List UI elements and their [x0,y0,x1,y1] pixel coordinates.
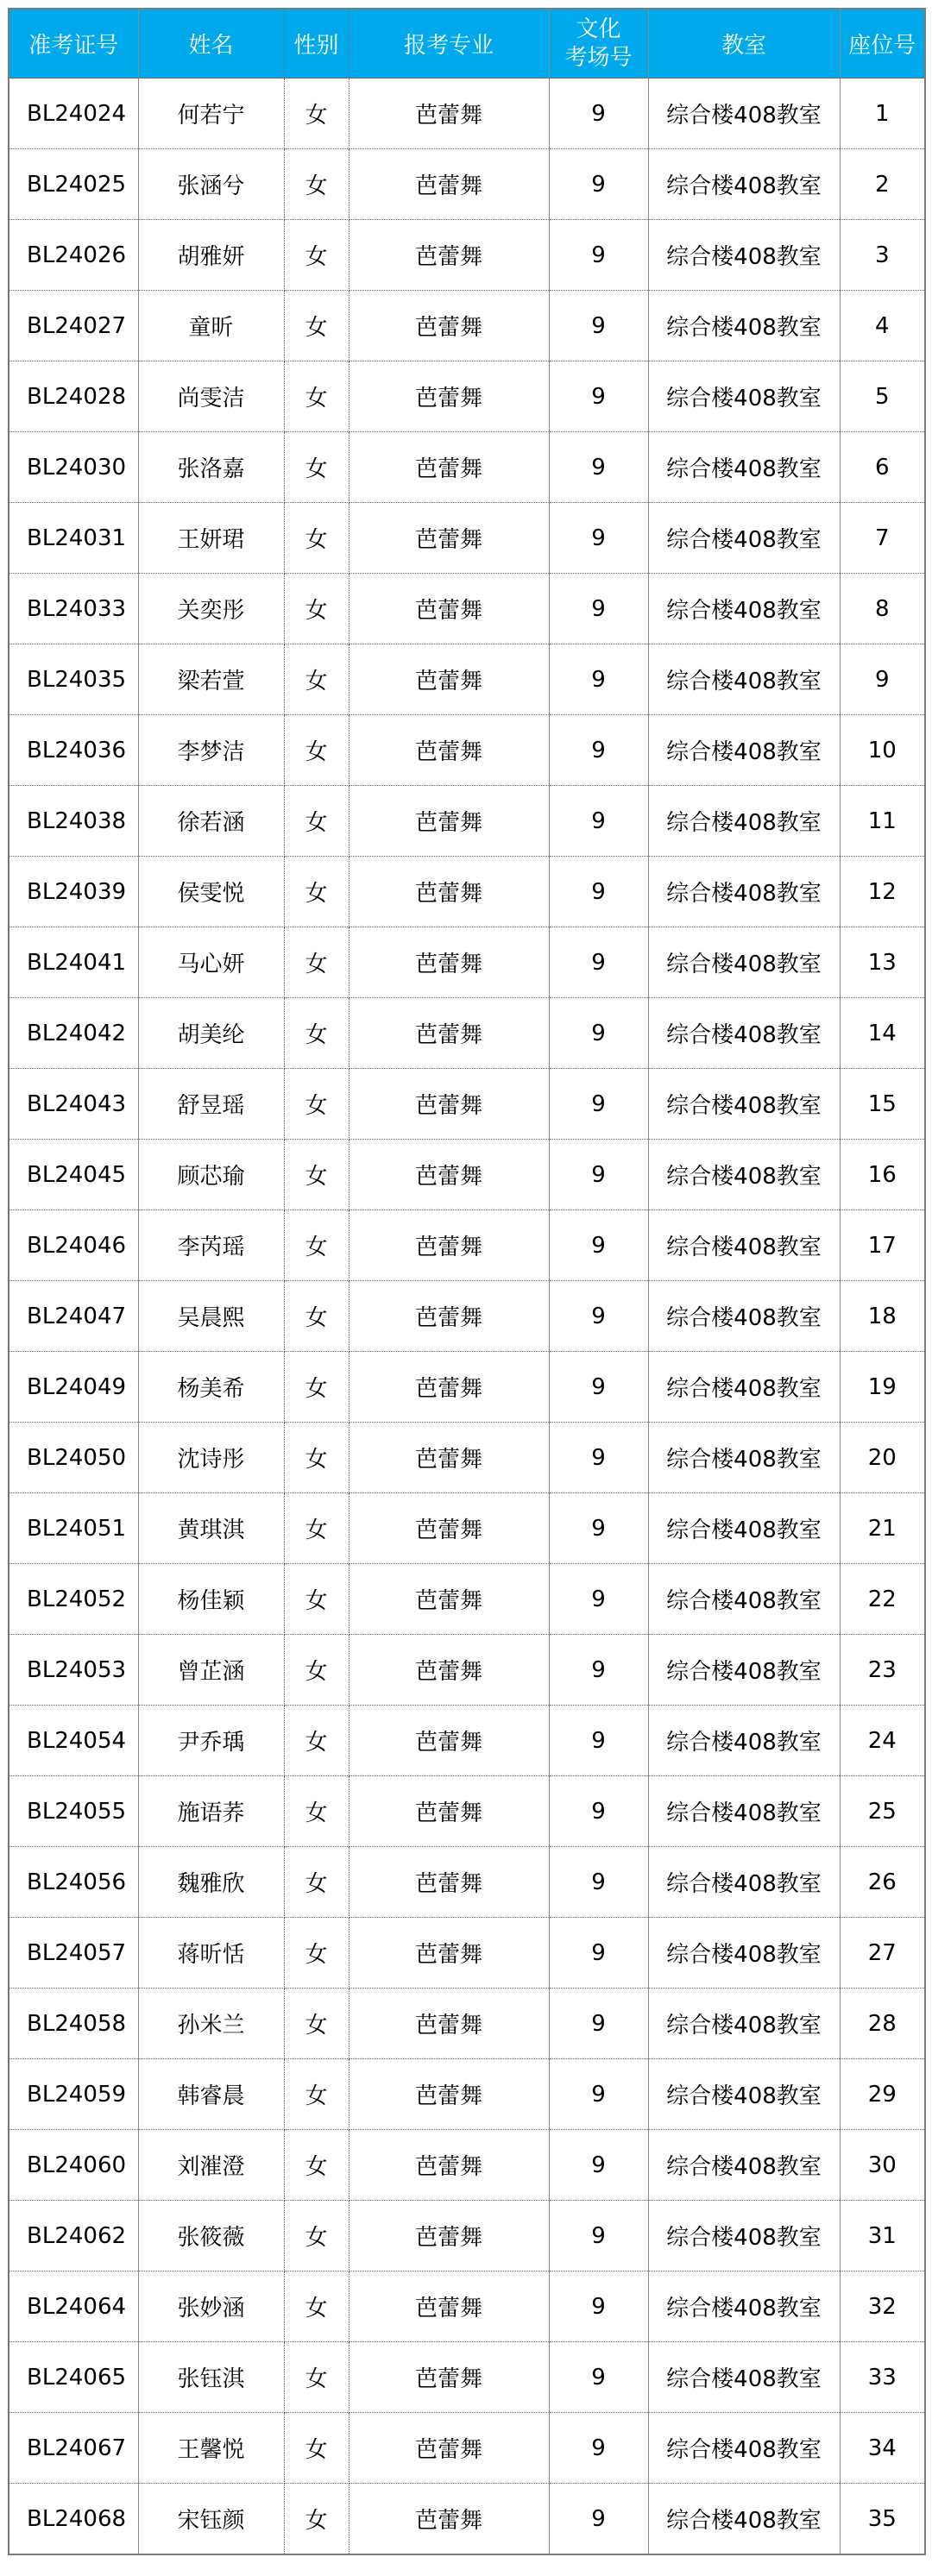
cell-exam-room: 9 [549,220,648,291]
cell-gender: 女 [284,2342,349,2413]
cell-name: 何若宁 [138,79,284,149]
cell-exam-id: BL24039 [9,857,138,927]
cell-classroom: 综合楼408教室 [648,1210,840,1281]
cell-major: 芭蕾舞 [349,1847,549,1918]
cell-exam-id: BL24031 [9,503,138,574]
cell-exam-room: 9 [549,1706,648,1776]
cell-major: 芭蕾舞 [349,2059,549,2130]
header-culture-exam-room-line2: 考场号 [564,44,633,71]
cell-name: 黄琪淇 [138,1493,284,1564]
table-row [9,2271,925,2342]
cell-gender: 女 [284,927,349,998]
table-body [9,79,925,2555]
header-exam-id: 准考证号 [9,9,138,79]
cell-exam-id: BL24046 [9,1210,138,1281]
cell-exam-room: 9 [549,1918,648,1989]
cell-exam-id: BL24055 [9,1776,138,1847]
cell-classroom: 综合楼408教室 [648,1635,840,1706]
cell-major: 芭蕾舞 [349,2271,549,2342]
cell-gender: 女 [284,1564,349,1635]
cell-exam-id: BL24027 [9,291,138,361]
cell-exam-room: 9 [549,291,648,361]
table-row [9,1989,925,2059]
cell-seat-number: 32 [840,2271,925,2342]
cell-major: 芭蕾舞 [349,79,549,149]
cell-seat-number: 6 [840,432,925,503]
cell-exam-room: 9 [549,1635,648,1706]
cell-exam-room: 9 [549,1564,648,1635]
cell-classroom: 综合楼408教室 [648,79,840,149]
table-row [9,291,925,361]
cell-gender: 女 [284,1493,349,1564]
cell-classroom: 综合楼408教室 [648,574,840,644]
cell-seat-number: 30 [840,2130,925,2201]
cell-gender: 女 [284,2413,349,2484]
cell-seat-number: 8 [840,574,925,644]
cell-seat-number: 15 [840,1069,925,1140]
cell-gender: 女 [284,2484,349,2555]
table-row [9,998,925,1069]
cell-exam-room: 9 [549,2130,648,2201]
cell-gender: 女 [284,361,349,432]
cell-major: 芭蕾舞 [349,715,549,786]
cell-major: 芭蕾舞 [349,1493,549,1564]
cell-exam-room: 9 [549,2201,648,2271]
table-row [9,786,925,857]
cell-exam-id: BL24025 [9,149,138,220]
cell-exam-id: BL24056 [9,1847,138,1918]
cell-major: 芭蕾舞 [349,432,549,503]
cell-name: 尹乔瑀 [138,1706,284,1776]
cell-seat-number: 21 [840,1493,925,1564]
cell-exam-room: 9 [549,2059,648,2130]
cell-exam-room: 9 [549,2413,648,2484]
cell-gender: 女 [284,79,349,149]
cell-seat-number: 1 [840,79,925,149]
cell-name: 张涵兮 [138,149,284,220]
cell-exam-room: 9 [549,432,648,503]
cell-major: 芭蕾舞 [349,574,549,644]
cell-major: 芭蕾舞 [349,927,549,998]
cell-gender: 女 [284,574,349,644]
cell-exam-room: 9 [549,715,648,786]
table-row [9,1493,925,1564]
cell-seat-number: 5 [840,361,925,432]
table-row [9,2059,925,2130]
cell-classroom: 综合楼408教室 [648,149,840,220]
cell-exam-id: BL24050 [9,1423,138,1493]
cell-classroom: 综合楼408教室 [648,2059,840,2130]
cell-gender: 女 [284,998,349,1069]
cell-exam-id: BL24065 [9,2342,138,2413]
cell-seat-number: 12 [840,857,925,927]
cell-major: 芭蕾舞 [349,361,549,432]
cell-seat-number: 24 [840,1706,925,1776]
cell-major: 芭蕾舞 [349,149,549,220]
cell-classroom: 综合楼408教室 [648,1706,840,1776]
cell-gender: 女 [284,503,349,574]
cell-exam-id: BL24028 [9,361,138,432]
cell-exam-id: BL24035 [9,644,138,715]
cell-major: 芭蕾舞 [349,291,549,361]
cell-classroom: 综合楼408教室 [648,220,840,291]
cell-exam-id: BL24043 [9,1069,138,1140]
cell-seat-number: 33 [840,2342,925,2413]
cell-gender: 女 [284,1776,349,1847]
cell-classroom: 综合楼408教室 [648,1776,840,1847]
table-row [9,1423,925,1493]
cell-classroom: 综合楼408教室 [648,1847,840,1918]
cell-major: 芭蕾舞 [349,998,549,1069]
cell-exam-room: 9 [549,2342,648,2413]
cell-name: 胡雅妍 [138,220,284,291]
cell-exam-room: 9 [549,1281,648,1352]
cell-classroom: 综合楼408教室 [648,644,840,715]
table-row [9,2413,925,2484]
cell-major: 芭蕾舞 [349,1989,549,2059]
cell-exam-room: 9 [549,79,648,149]
table-row [9,2342,925,2413]
table-row [9,1918,925,1989]
cell-name: 沈诗彤 [138,1423,284,1493]
table-row [9,1210,925,1281]
cell-gender: 女 [284,1635,349,1706]
cell-gender: 女 [284,857,349,927]
cell-name: 吴晨熙 [138,1281,284,1352]
cell-exam-id: BL24058 [9,1989,138,2059]
cell-exam-room: 9 [549,1352,648,1423]
cell-exam-id: BL24047 [9,1281,138,1352]
cell-classroom: 综合楼408教室 [648,998,840,1069]
table-row [9,1352,925,1423]
cell-name: 胡美纶 [138,998,284,1069]
cell-name: 宋钰颜 [138,2484,284,2555]
cell-exam-room: 9 [549,149,648,220]
cell-classroom: 综合楼408教室 [648,432,840,503]
cell-classroom: 综合楼408教室 [648,1140,840,1210]
cell-exam-id: BL24052 [9,1564,138,1635]
table-row [9,2130,925,2201]
cell-classroom: 综合楼408教室 [648,2342,840,2413]
header-name: 姓名 [138,9,284,79]
cell-gender: 女 [284,432,349,503]
cell-major: 芭蕾舞 [349,1564,549,1635]
cell-name: 施语荞 [138,1776,284,1847]
cell-classroom: 综合楼408教室 [648,1564,840,1635]
cell-name: 杨美希 [138,1352,284,1423]
cell-gender: 女 [284,2130,349,2201]
cell-seat-number: 2 [840,149,925,220]
table-row [9,644,925,715]
cell-name: 徐若涵 [138,786,284,857]
cell-major: 芭蕾舞 [349,1918,549,1989]
cell-exam-id: BL24054 [9,1706,138,1776]
cell-gender: 女 [284,1918,349,1989]
table-row [9,857,925,927]
cell-seat-number: 26 [840,1847,925,1918]
cell-seat-number: 13 [840,927,925,998]
header-culture-exam-room [549,9,648,79]
cell-gender: 女 [284,1989,349,2059]
cell-classroom: 综合楼408教室 [648,927,840,998]
cell-exam-id: BL24036 [9,715,138,786]
cell-exam-id: BL24062 [9,2201,138,2271]
cell-exam-room: 9 [549,857,648,927]
cell-gender: 女 [284,149,349,220]
cell-seat-number: 23 [840,1635,925,1706]
cell-name: 顾芯瑜 [138,1140,284,1210]
table-row [9,1776,925,1847]
cell-classroom: 综合楼408教室 [648,2413,840,2484]
cell-exam-room: 9 [549,998,648,1069]
cell-seat-number: 27 [840,1918,925,1989]
cell-exam-room: 9 [549,1776,648,1847]
table-row [9,2484,925,2555]
cell-seat-number: 9 [840,644,925,715]
cell-gender: 女 [284,1352,349,1423]
cell-classroom: 综合楼408教室 [648,1989,840,2059]
table-row [9,1281,925,1352]
table-row [9,1847,925,1918]
cell-classroom: 综合楼408教室 [648,1423,840,1493]
cell-exam-room: 9 [549,927,648,998]
cell-name: 刘漼澄 [138,2130,284,2201]
cell-name: 李芮瑶 [138,1210,284,1281]
table-row [9,574,925,644]
cell-classroom: 综合楼408教室 [648,1281,840,1352]
header-major: 报考专业 [349,9,549,79]
cell-gender: 女 [284,1706,349,1776]
cell-seat-number: 11 [840,786,925,857]
cell-exam-id: BL24042 [9,998,138,1069]
cell-classroom: 综合楼408教室 [648,2201,840,2271]
table-row [9,432,925,503]
cell-classroom: 综合楼408教室 [648,1493,840,1564]
cell-seat-number: 17 [840,1210,925,1281]
cell-gender: 女 [284,786,349,857]
cell-name: 张钰淇 [138,2342,284,2413]
cell-seat-number: 22 [840,1564,925,1635]
cell-gender: 女 [284,644,349,715]
cell-major: 芭蕾舞 [349,2201,549,2271]
cell-exam-room: 9 [549,361,648,432]
cell-name: 李梦洁 [138,715,284,786]
cell-seat-number: 29 [840,2059,925,2130]
cell-major: 芭蕾舞 [349,786,549,857]
table-row [9,220,925,291]
cell-seat-number: 18 [840,1281,925,1352]
header-classroom: 教室 [648,9,840,79]
cell-major: 芭蕾舞 [349,1706,549,1776]
cell-exam-id: BL24068 [9,2484,138,2555]
table-row [9,1635,925,1706]
cell-classroom: 综合楼408教室 [648,857,840,927]
table-row [9,79,925,149]
cell-major: 芭蕾舞 [349,1140,549,1210]
cell-gender: 女 [284,715,349,786]
cell-exam-id: BL24059 [9,2059,138,2130]
cell-major: 芭蕾舞 [349,2342,549,2413]
cell-classroom: 综合楼408教室 [648,361,840,432]
cell-gender: 女 [284,2059,349,2130]
cell-major: 芭蕾舞 [349,857,549,927]
cell-classroom: 综合楼408教室 [648,715,840,786]
cell-gender: 女 [284,1423,349,1493]
cell-classroom: 综合楼408教室 [648,2271,840,2342]
cell-name: 马心妍 [138,927,284,998]
cell-exam-room: 9 [549,1493,648,1564]
cell-exam-room: 9 [549,1140,648,1210]
cell-classroom: 综合楼408教室 [648,2130,840,2201]
cell-seat-number: 7 [840,503,925,574]
cell-seat-number: 20 [840,1423,925,1493]
cell-exam-room: 9 [549,1847,648,1918]
cell-seat-number: 10 [840,715,925,786]
cell-name: 魏雅欣 [138,1847,284,1918]
cell-exam-room: 9 [549,1989,648,2059]
cell-gender: 女 [284,1847,349,1918]
cell-exam-room: 9 [549,1423,648,1493]
cell-gender: 女 [284,1069,349,1140]
cell-seat-number: 25 [840,1776,925,1847]
cell-seat-number: 31 [840,2201,925,2271]
cell-exam-id: BL24057 [9,1918,138,1989]
table-row [9,1069,925,1140]
cell-major: 芭蕾舞 [349,503,549,574]
cell-exam-id: BL24051 [9,1493,138,1564]
cell-exam-room: 9 [549,2271,648,2342]
cell-seat-number: 3 [840,220,925,291]
cell-exam-id: BL24030 [9,432,138,503]
cell-name: 孙米兰 [138,1989,284,2059]
cell-classroom: 综合楼408教室 [648,786,840,857]
cell-exam-id: BL24033 [9,574,138,644]
exam-seating-table [8,8,926,2555]
cell-exam-room: 9 [549,574,648,644]
cell-name: 杨佳颖 [138,1564,284,1635]
table-row [9,2201,925,2271]
header-seat-number: 座位号 [840,9,925,79]
cell-exam-room: 9 [549,644,648,715]
header-culture-exam-room-line1: 文化 [576,16,621,42]
cell-major: 芭蕾舞 [349,1635,549,1706]
cell-major: 芭蕾舞 [349,644,549,715]
cell-name: 韩睿晨 [138,2059,284,2130]
cell-seat-number: 4 [840,291,925,361]
table-row [9,1564,925,1635]
cell-seat-number: 35 [840,2484,925,2555]
cell-major: 芭蕾舞 [349,1210,549,1281]
table-row [9,1706,925,1776]
cell-classroom: 综合楼408教室 [648,1918,840,1989]
cell-exam-id: BL24067 [9,2413,138,2484]
cell-exam-room: 9 [549,786,648,857]
table-row [9,149,925,220]
cell-name: 舒昱瑶 [138,1069,284,1140]
cell-name: 侯雯悦 [138,857,284,927]
cell-exam-id: BL24064 [9,2271,138,2342]
cell-seat-number: 14 [840,998,925,1069]
cell-gender: 女 [284,2271,349,2342]
cell-seat-number: 19 [840,1352,925,1423]
cell-name: 曾芷涵 [138,1635,284,1706]
table-header-row [9,9,925,79]
cell-exam-id: BL24060 [9,2130,138,2201]
table-row [9,715,925,786]
cell-major: 芭蕾舞 [349,1352,549,1423]
cell-seat-number: 16 [840,1140,925,1210]
cell-exam-id: BL24026 [9,220,138,291]
cell-exam-id: BL24024 [9,79,138,149]
cell-major: 芭蕾舞 [349,2130,549,2201]
cell-classroom: 综合楼408教室 [648,1352,840,1423]
cell-exam-room: 9 [549,503,648,574]
cell-exam-id: BL24038 [9,786,138,857]
cell-exam-id: BL24045 [9,1140,138,1210]
cell-seat-number: 34 [840,2413,925,2484]
cell-name: 梁若萱 [138,644,284,715]
table-row [9,927,925,998]
cell-name: 张妙涵 [138,2271,284,2342]
cell-major: 芭蕾舞 [349,1423,549,1493]
cell-exam-room: 9 [549,1210,648,1281]
cell-seat-number: 28 [840,1989,925,2059]
cell-gender: 女 [284,1210,349,1281]
cell-major: 芭蕾舞 [349,1281,549,1352]
cell-exam-id: BL24041 [9,927,138,998]
cell-exam-id: BL24053 [9,1635,138,1706]
cell-major: 芭蕾舞 [349,220,549,291]
cell-classroom: 综合楼408教室 [648,291,840,361]
cell-exam-room: 9 [549,1069,648,1140]
cell-exam-room: 9 [549,2484,648,2555]
cell-name: 童昕 [138,291,284,361]
cell-gender: 女 [284,2201,349,2271]
cell-gender: 女 [284,220,349,291]
header-gender: 性别 [284,9,349,79]
cell-name: 王馨悦 [138,2413,284,2484]
table-row [9,361,925,432]
cell-major: 芭蕾舞 [349,1069,549,1140]
cell-name: 关奕彤 [138,574,284,644]
cell-gender: 女 [284,291,349,361]
cell-gender: 女 [284,1281,349,1352]
cell-classroom: 综合楼408教室 [648,1069,840,1140]
table-row [9,503,925,574]
cell-major: 芭蕾舞 [349,1776,549,1847]
cell-classroom: 综合楼408教室 [648,503,840,574]
cell-exam-id: BL24049 [9,1352,138,1423]
cell-name: 张洛嘉 [138,432,284,503]
cell-classroom: 综合楼408教室 [648,2484,840,2555]
cell-name: 尚雯洁 [138,361,284,432]
cell-major: 芭蕾舞 [349,2413,549,2484]
cell-name: 张筱薇 [138,2201,284,2271]
cell-gender: 女 [284,1140,349,1210]
cell-name: 王妍珺 [138,503,284,574]
cell-name: 蒋昕恬 [138,1918,284,1989]
cell-major: 芭蕾舞 [349,2484,549,2555]
table-row [9,1140,925,1210]
